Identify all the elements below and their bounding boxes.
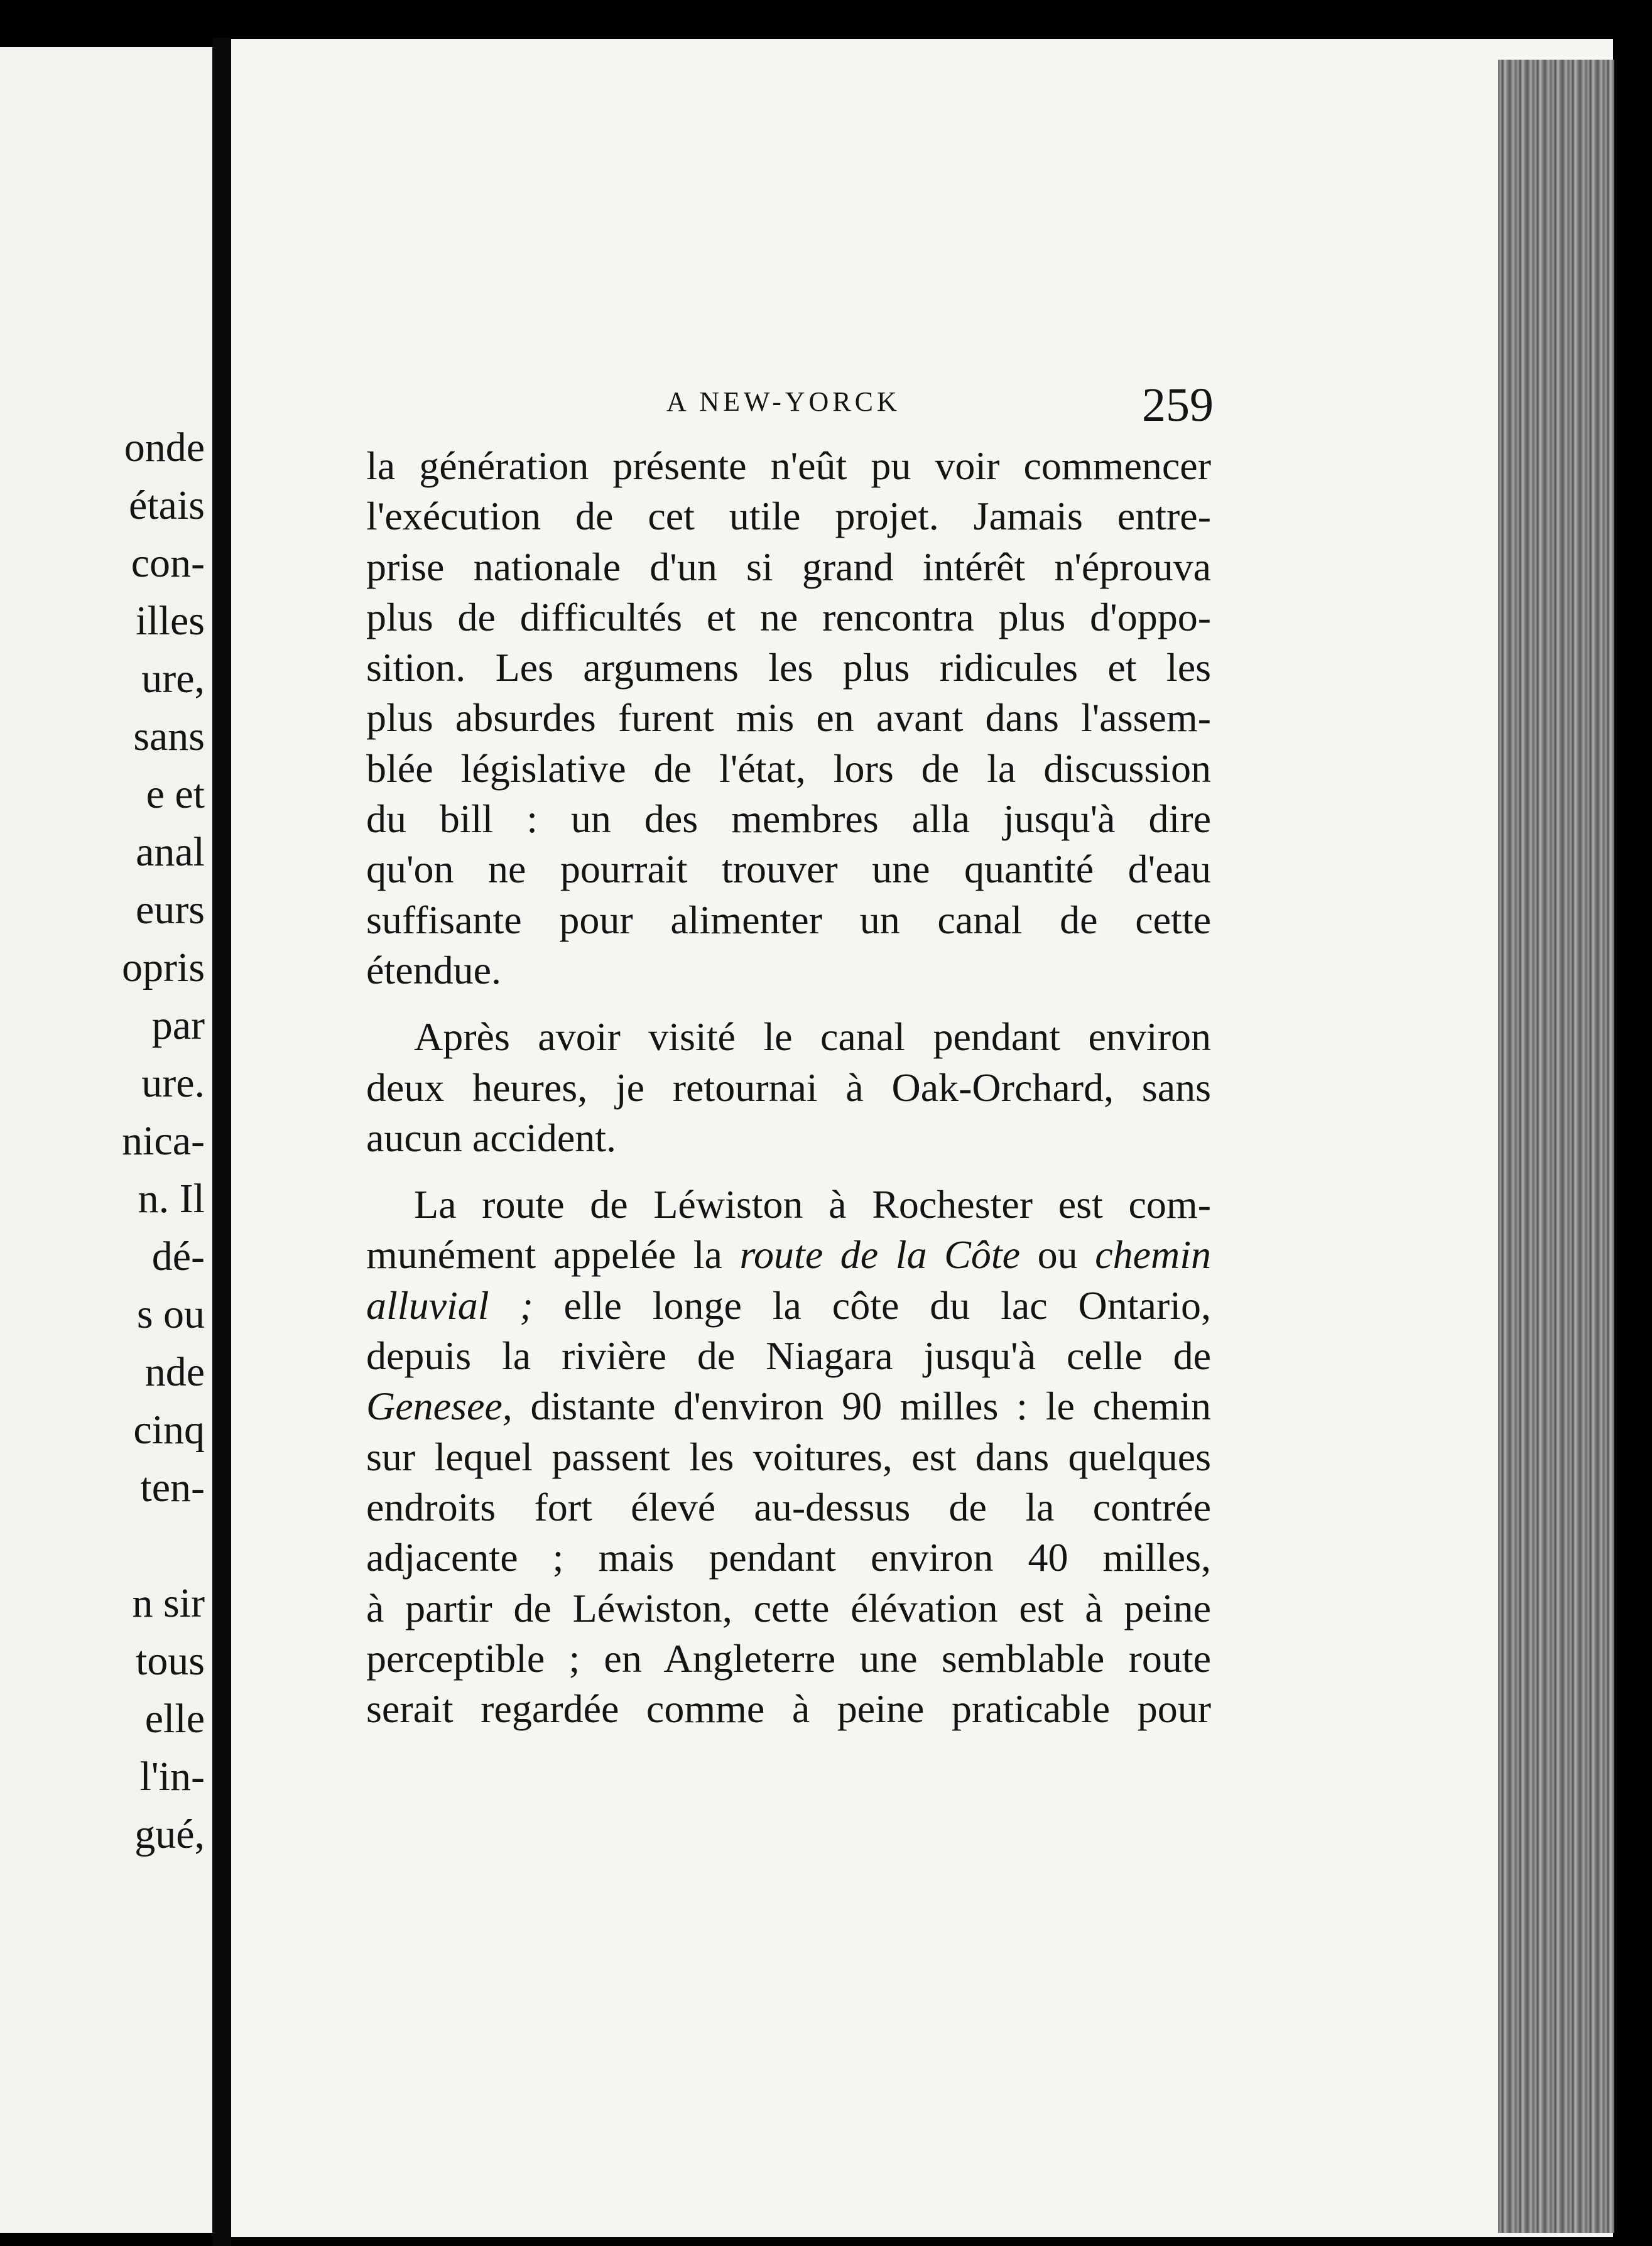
running-title: A NEW-YORCK — [666, 386, 901, 417]
left-line: sans — [133, 713, 205, 759]
left-line: l'in- — [139, 1754, 205, 1799]
left-line: anal — [136, 829, 205, 875]
book-gutter — [212, 38, 231, 2246]
text-line — [366, 1381, 1211, 1431]
paragraph-2 — [366, 1012, 1211, 1163]
text-line: blée législative de l'état, lors de la discussion — [366, 746, 1211, 791]
left-line: cinq — [133, 1407, 205, 1453]
left-line: par — [151, 1002, 205, 1048]
left-line: illes — [136, 598, 205, 644]
italic-term: alluvial ; — [366, 1283, 533, 1328]
left-line: con- — [131, 540, 205, 586]
text-line: du bill : un des membres alla jusqu'à dire — [366, 796, 1211, 842]
left-line: gué, — [134, 1811, 205, 1857]
text-line: à partir de Léwiston, cette élévation est à peine — [366, 1585, 1211, 1630]
left-line: s ou — [136, 1291, 205, 1337]
text-line: suffisante pour alimenter un canal de cette — [366, 897, 1211, 942]
text-segment: munément appelée la — [366, 1232, 740, 1278]
left-line: n sir — [132, 1580, 205, 1626]
left-line: elle — [144, 1696, 205, 1742]
running-head — [231, 378, 1613, 435]
text-line: La route de Léwiston à Rochester est com- — [414, 1182, 1211, 1227]
text-line: sition. Les argumens les plus ridicules et les — [366, 645, 1211, 690]
text-line — [366, 1230, 1211, 1280]
left-line: ten- — [140, 1465, 205, 1511]
text-line: serait regardée comme à peine praticable pour — [366, 1686, 1211, 1732]
text-line: plus de difficultés et ne rencontra plus d'oppo- — [366, 594, 1211, 639]
left-line: opris — [122, 945, 205, 990]
left-line: dé- — [151, 1234, 205, 1279]
paragraph-1 — [366, 441, 1211, 996]
text-line: qu'on ne pourrait trouver une quantité d'eau — [366, 847, 1211, 892]
body-text — [366, 441, 1211, 1734]
text-segment: elle longe la côte du lac Ontario, — [533, 1283, 1212, 1328]
text-line: l'exécution de cet utile projet. Jamais entre- — [366, 494, 1211, 539]
text-line: perceptible ; en Angleterre une semblable route — [366, 1636, 1211, 1681]
right-page — [231, 39, 1613, 2237]
text-line: deux heures, je retournai à Oak-Orchard, sans — [366, 1065, 1211, 1110]
page-block-edge — [1498, 60, 1614, 2233]
text-line: aucun accident. — [366, 1115, 616, 1160]
left-line: nde — [144, 1349, 205, 1395]
text-line — [366, 1281, 1211, 1331]
left-line: n. Il — [138, 1176, 205, 1222]
text-line: Après avoir visité le canal pendant environ — [414, 1014, 1211, 1060]
left-line: nica- — [122, 1118, 205, 1164]
italic-term: route de la Côte — [739, 1232, 1021, 1278]
left-line: ure, — [141, 656, 205, 702]
text-segment: ou — [1020, 1232, 1095, 1278]
italic-term: chemin — [1095, 1232, 1212, 1278]
left-line: étais — [129, 482, 205, 528]
left-line: tous — [135, 1638, 205, 1684]
text-line: plus absurdes furent mis en avant dans l'assem- — [366, 695, 1211, 741]
text-line: prise nationale d'un si grand intérêt n'éprouva — [366, 544, 1211, 589]
text-segment: distante d'environ 90 milles : le chemin — [512, 1384, 1211, 1429]
left-line: ure. — [141, 1060, 205, 1106]
left-line: onde — [124, 425, 205, 470]
text-line: la génération présente n'eût pu voir commencer — [366, 443, 1211, 488]
left-page-fragment — [0, 47, 212, 2233]
text-line: sur lequel passent les voitures, est dans quelques — [366, 1434, 1211, 1479]
page-number: 259 — [1142, 379, 1214, 431]
paragraph-3 — [366, 1180, 1211, 1734]
text-line: adjacente ; mais pendant environ 40 milles, — [366, 1535, 1211, 1580]
text-line: endroits fort élevé au-dessus de la contrée — [366, 1484, 1211, 1529]
text-line: étendue. — [366, 947, 501, 992]
left-line: eurs — [136, 887, 205, 933]
italic-term: Genesee, — [366, 1384, 513, 1429]
text-line: depuis la rivière de Niagara jusqu'à celle de — [366, 1333, 1211, 1379]
left-line: e et — [146, 771, 205, 817]
